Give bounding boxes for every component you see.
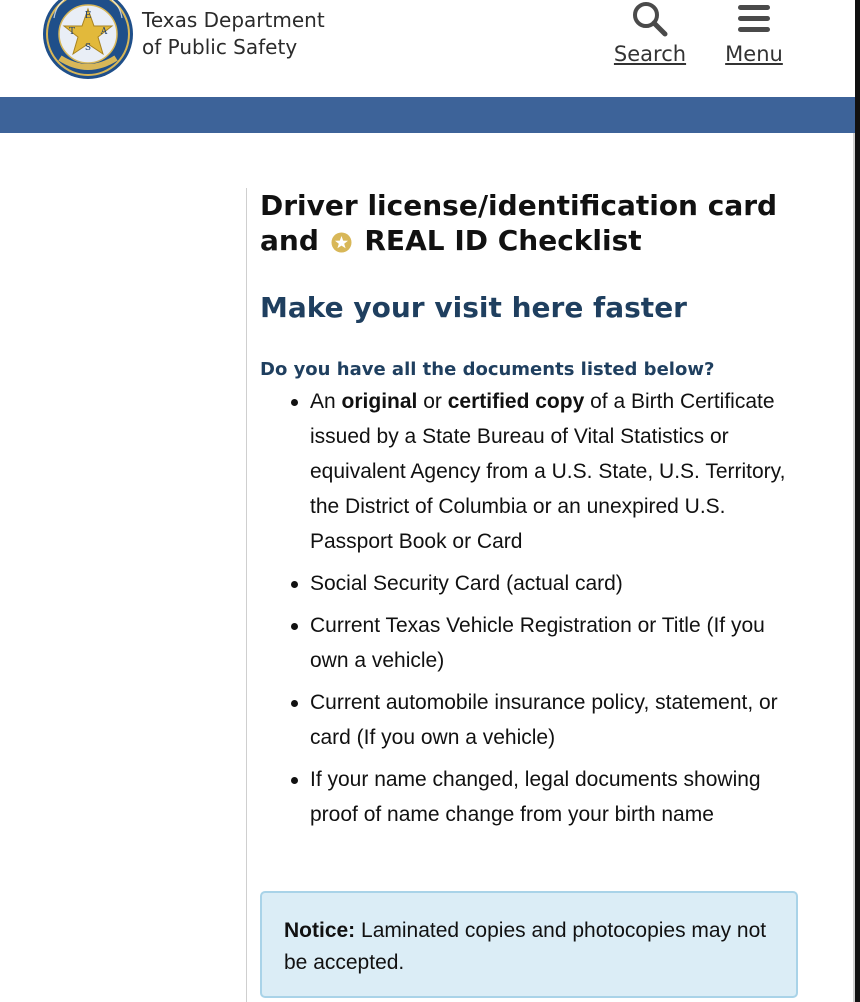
documents-question: Do you have all the documents listed below? bbox=[260, 359, 715, 380]
page-title-part1: Driver license/identification card and bbox=[260, 189, 778, 257]
list-item: Current Texas Vehicle Registration or Title (If you own a vehicle) bbox=[310, 608, 805, 678]
item1-bold-certified-copy: certified copy bbox=[447, 390, 585, 413]
menu-label: Menu bbox=[725, 42, 783, 66]
list-item bbox=[310, 384, 805, 559]
search-label: Search bbox=[613, 42, 687, 66]
sidebar-divider bbox=[246, 188, 247, 1002]
org-name-line2: of Public Safety bbox=[142, 35, 298, 59]
seal-letter-s: S bbox=[84, 43, 92, 53]
dps-seal-logo[interactable] bbox=[42, 0, 134, 80]
window-edge bbox=[855, 0, 860, 1002]
list-item: Current automobile insurance policy, statement, or card (If you own a vehicle) bbox=[310, 685, 805, 755]
notice-box bbox=[260, 891, 798, 998]
org-name[interactable] bbox=[142, 7, 325, 61]
header-color-band bbox=[0, 97, 855, 133]
page-title bbox=[260, 188, 805, 258]
site-header bbox=[0, 0, 855, 97]
org-name-line1: Texas Department bbox=[142, 8, 325, 32]
item1-text1: An bbox=[310, 390, 342, 413]
documents-list bbox=[260, 384, 805, 832]
subtitle: Make your visit here faster bbox=[260, 291, 687, 324]
item1-text3: of a Birth Certificate issued by a State Bureau of Vital Statistics or equivalent Agency from a U.S. State, U.S. Territory, the District of Columbia or an unexpired U.S. Passport Book or Card bbox=[310, 390, 786, 553]
item1-bold-original: original bbox=[341, 390, 418, 413]
notice-text: Laminated copies and photocopies may not be accepted. bbox=[284, 919, 767, 974]
hamburger-menu-icon bbox=[736, 0, 772, 38]
item1-text2: or bbox=[417, 390, 448, 413]
page-title-part2: REAL ID Checklist bbox=[364, 224, 642, 257]
list-item: Social Security Card (actual card) bbox=[310, 566, 805, 601]
menu-button[interactable] bbox=[722, 0, 786, 66]
list-item: If your name changed, legal documents showing proof of name change from your birth name bbox=[310, 762, 805, 832]
search-button[interactable] bbox=[612, 0, 688, 66]
notice-label: Notice: bbox=[284, 919, 356, 942]
main-content bbox=[260, 188, 805, 839]
seal-letter-a: A bbox=[100, 27, 108, 37]
search-icon bbox=[631, 0, 669, 38]
seal-letter-t: T bbox=[68, 27, 76, 37]
real-id-star-icon bbox=[331, 232, 352, 253]
seal-letter-x: E bbox=[84, 11, 92, 21]
